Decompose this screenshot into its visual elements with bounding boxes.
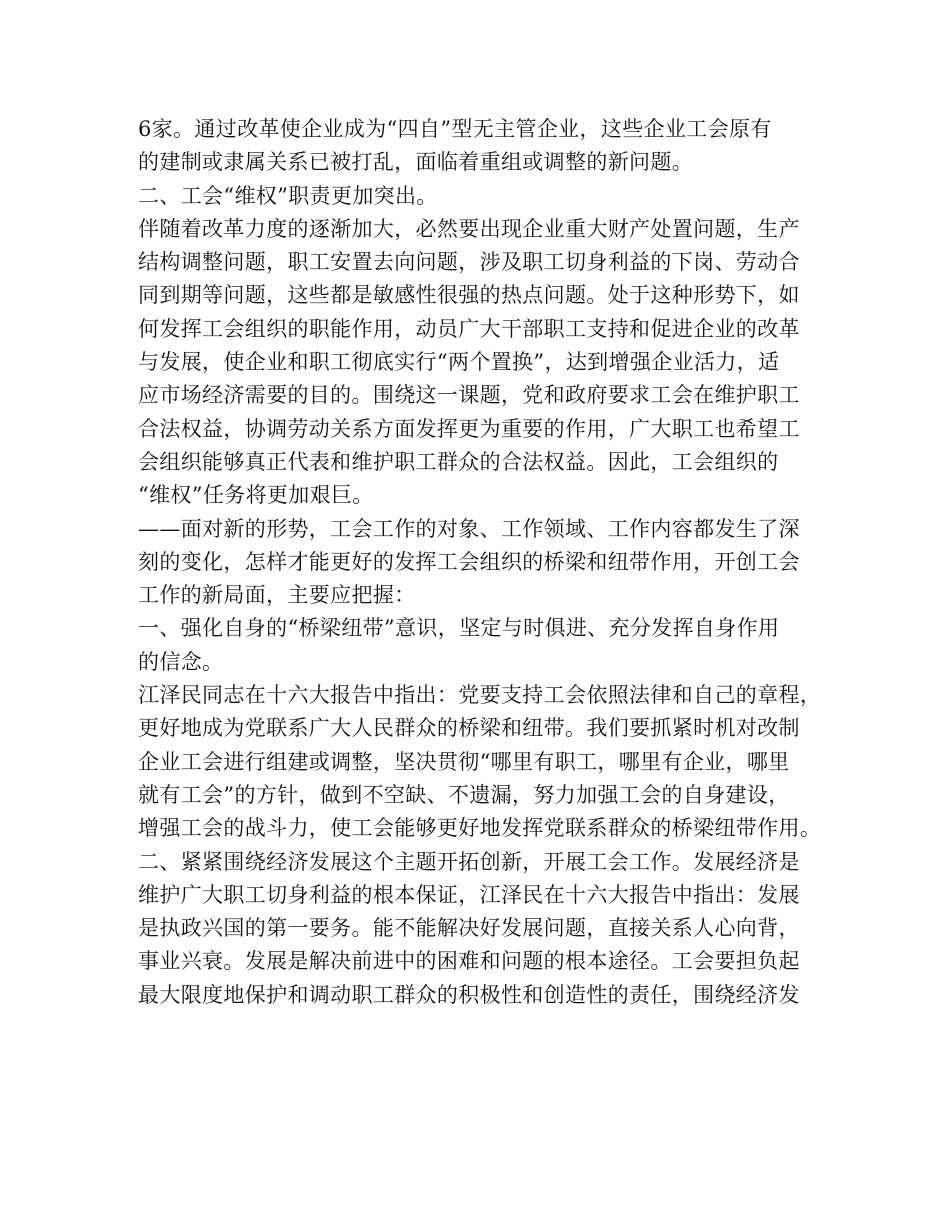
text-line: 最大限度地保护和调动职工群众的积极性和创造性的责任，围绕经济发 xyxy=(138,982,800,1007)
text-line: 应市场经济需要的目的。围绕这一课题，党和政府要求工会在维护职工 xyxy=(138,383,800,408)
section-heading: 二、紧紧围绕经济发展这个主题开拓创新，开展工会工作。发展经济是 xyxy=(138,849,800,874)
text-line: 的信念。 xyxy=(138,649,224,674)
text-line: 合法权益，协调劳动关系方面发挥更为重要的作用，广大职工也希望工 xyxy=(138,416,800,441)
text-line: ——面对新的形势，工会工作的对象、工作领域、工作内容都发生了深 xyxy=(138,516,800,541)
text-line: 维护广大职工切身利益的根本保证，江泽民在十六大报告中指出：发展 xyxy=(138,882,800,907)
text-line: 与发展，使企业和职工彻底实行“两个置换”，达到增强企业活力，适 xyxy=(138,350,780,375)
text-line: 同到期等问题，这些都是敏感性很强的热点问题。处于这种形势下，如 xyxy=(138,283,800,308)
text-line: 刻的变化，怎样才能更好的发挥工会组织的桥梁和纽带作用，开创工会 xyxy=(138,549,800,574)
section-heading: 二、工会“维权”职责更加突出。 xyxy=(138,183,438,208)
text-line: 何发挥工会组织的职能作用，动员广大干部职工支持和促进企业的改革 xyxy=(138,316,800,341)
text-line: 事业兴衰。发展是解决前进中的困难和问题的根本途径。工会要担负起 xyxy=(138,949,800,974)
text-line: 企业工会进行组建或调整，坚决贯彻“哪里有职工，哪里有企业，哪里 xyxy=(138,749,790,774)
body-text xyxy=(138,113,838,1012)
text-line: 6家。通过改革使企业成为“四自”型无主管企业，这些企业工会原有 xyxy=(138,117,772,141)
text-line: “维权”任务将更加艰巨。 xyxy=(138,483,374,508)
text-line: 就有工会”的方针，做到不空缺、不遗漏，努力加强工会的自身建设， xyxy=(138,782,790,807)
text-line: 是执政兴国的第一要务。能不能解决好发展问题，直接关系人心向背， xyxy=(138,916,800,941)
text-line: 更好地成为党联系广大人民群众的桥梁和纽带。我们要抓紧时机对改制 xyxy=(138,716,800,741)
text-line: 的建制或隶属关系已被打乱，面临着重组或调整的新问题。 xyxy=(138,150,694,175)
text-line: 伴随着改革力度的逐渐加大，必然要出现企业重大财产处置问题，生产 xyxy=(138,216,800,241)
section-heading: 一、强化自身的“桥梁纽带”意识，坚定与时俱进、充分发挥自身作用 xyxy=(138,616,780,641)
text-line: 会组织能够真正代表和维护职工群众的合法权益。因此，工会组织的 xyxy=(138,449,779,474)
text-line: 江泽民同志在十六大报告中指出：党要支持工会依照法律和自己的章程， xyxy=(138,683,822,708)
text-line: 结构调整问题，职工安置去向问题，涉及职工切身利益的下岗、劳动合 xyxy=(138,250,800,275)
text-line: 增强工会的战斗力，使工会能够更好地发挥党联系群众的桥梁纽带作用。 xyxy=(138,816,822,841)
text-line: 工作的新局面，主要应把握： xyxy=(138,583,416,608)
